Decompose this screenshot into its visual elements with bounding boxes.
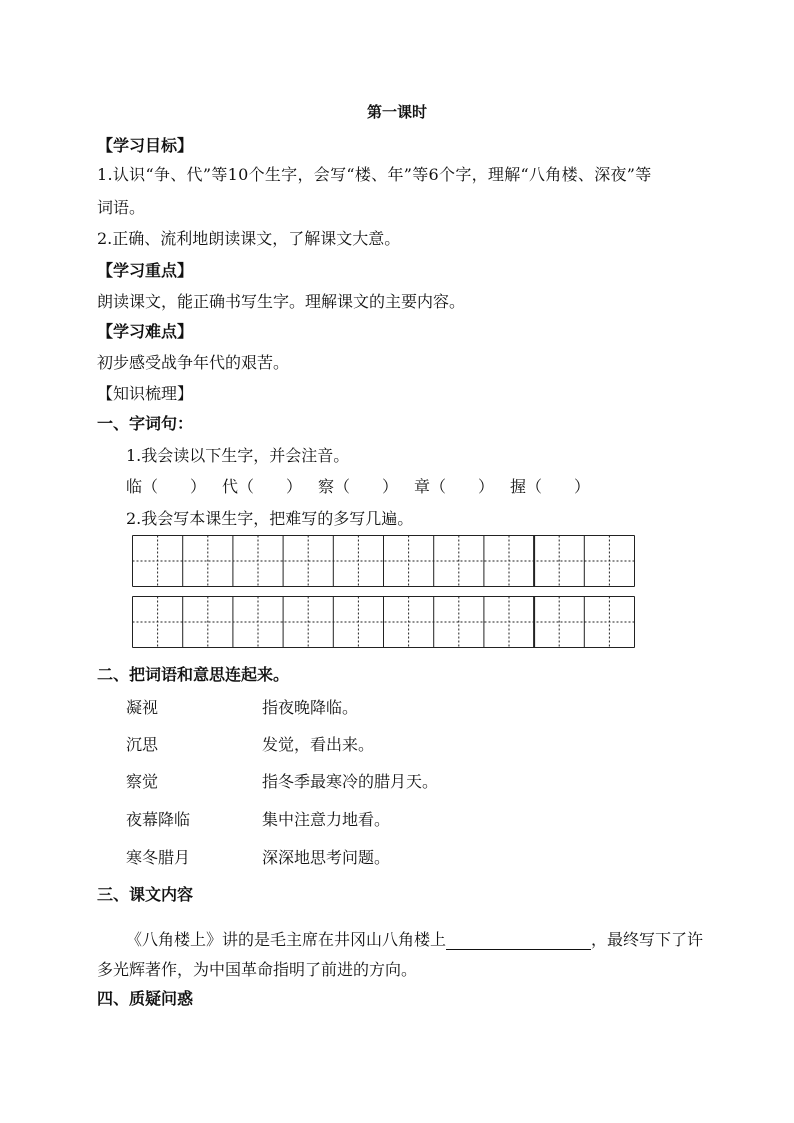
writing-grid-2[interactable]	[132, 596, 635, 648]
meaning-item[interactable]: 深深地思考问题。	[262, 848, 391, 867]
difficulties-text: 初步感受战争年代的艰苦。	[97, 353, 290, 372]
difficulties-heading: 【学习难点】	[97, 322, 194, 341]
knowledge-heading: 【知识梳理】	[97, 384, 194, 403]
pinyin-blank[interactable]: （ ）	[238, 477, 303, 496]
part1-question-1: 1.我会读以下生字，并会注音。	[126, 446, 350, 465]
word-item[interactable]: 凝视	[126, 698, 159, 717]
part1-question-2: 2.我会写本课生字，把难写的多写几遍。	[126, 509, 414, 528]
answer-blank[interactable]	[446, 931, 591, 950]
meaning-item[interactable]: 指冬季最寒冷的腊月天。	[262, 772, 439, 791]
char-item	[318, 477, 398, 497]
pinyin-blank[interactable]: （ ）	[526, 477, 591, 496]
meaning-item[interactable]: 指夜晚降临。	[262, 698, 359, 717]
writing-grid-1[interactable]	[132, 535, 635, 587]
char: 临	[126, 477, 143, 496]
part2-heading: 二、把词语和意思连起来。	[97, 665, 290, 684]
char-item	[126, 477, 206, 497]
word-item[interactable]: 夜幕降临	[126, 810, 191, 829]
meaning-item[interactable]: 发觉，看出来。	[262, 735, 375, 754]
part3-line-1-before: 《八角楼上》讲的是毛主席在井冈山八角楼上	[126, 930, 447, 949]
part3-line-2: 多光辉著作，为中国革命指明了前进的方向。	[97, 960, 418, 979]
page-title: 第一课时	[366, 103, 427, 121]
char: 章	[414, 477, 431, 496]
meaning-item[interactable]: 集中注意力地看。	[262, 810, 391, 829]
word-item[interactable]: 沉思	[126, 735, 159, 754]
part3-line-1	[126, 930, 703, 950]
char: 代	[222, 477, 239, 496]
part1-heading: 一、字词句：	[97, 414, 194, 433]
char: 握	[510, 477, 527, 496]
part3-heading: 三、课文内容	[97, 885, 194, 904]
part4-heading: 四、质疑问惑	[97, 989, 194, 1008]
goals-heading: 【学习目标】	[97, 136, 194, 155]
goal-item-1-line-2: 词语。	[97, 198, 146, 217]
part3-line-1-after: ，最终写下了许	[591, 930, 704, 949]
pinyin-blank[interactable]: （ ）	[430, 477, 495, 496]
char-item	[510, 477, 590, 497]
word-item[interactable]: 寒冬腊月	[126, 848, 191, 867]
goal-item-2: 2.正确、流利地朗读课文，了解课文大意。	[97, 229, 401, 248]
word-item[interactable]: 察觉	[126, 772, 159, 791]
pinyin-blank[interactable]: （ ）	[142, 477, 207, 496]
char-item	[414, 477, 494, 497]
char-item	[222, 477, 302, 497]
key-points-heading: 【学习重点】	[97, 261, 194, 280]
key-points-text: 朗读课文，能正确书写生字。理解课文的主要内容。	[97, 292, 466, 311]
goal-item-1-line-1: 1.认识“争、代”等10个生字，会写“楼、年”等6个字，理解“八角楼、深夜”等	[97, 165, 652, 184]
char: 察	[318, 477, 335, 496]
pinyin-blank[interactable]: （ ）	[334, 477, 399, 496]
